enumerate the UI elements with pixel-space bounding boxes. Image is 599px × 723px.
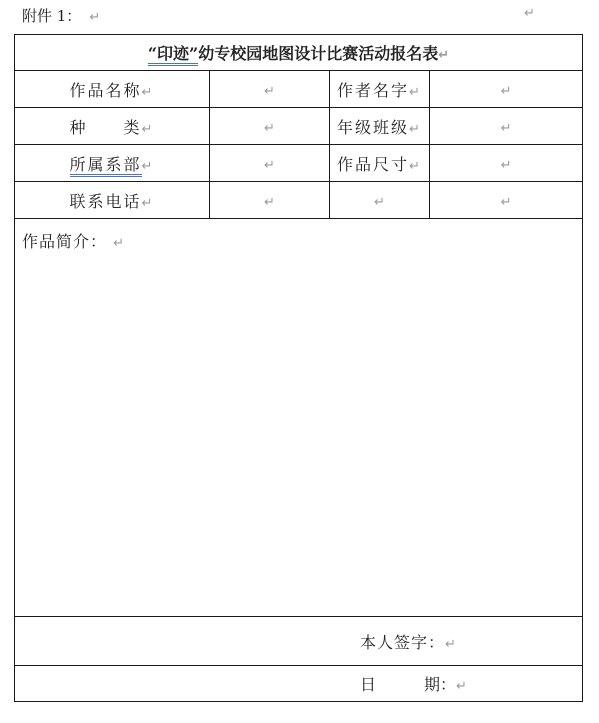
date-label-right: 期： [424,675,457,694]
signature-label [360,633,457,652]
paragraph-mark-icon: ↵ [264,120,275,136]
paragraph-mark-icon: ↵ [500,157,512,173]
paragraph-mark-icon: ↵ [141,195,155,211]
work-name-label-text: 作品名称 [69,80,142,100]
work-size-field[interactable] [430,145,583,182]
paragraph-mark-icon: ↵ [89,10,101,25]
category-label [15,108,210,145]
attachment-text: 附件 1： [22,7,82,25]
work-intro-area[interactable] [15,219,583,617]
attachment-label [22,6,100,28]
paragraph-mark-icon: ↵ [409,121,422,137]
author-name-label-text: 作者名字 [337,80,410,100]
paragraph-mark-icon: ↵ [500,83,512,99]
phone-field[interactable] [210,182,330,219]
paragraph-mark-icon: ↵ [445,636,457,652]
paragraph-mark-icon: ↵ [141,84,155,100]
form-row-department [15,145,583,182]
paragraph-mark-icon: ↵ [374,194,385,210]
department-field[interactable] [210,145,330,182]
paragraph-mark-icon: ↵ [500,194,512,210]
work-size-label-text: 作品尺寸 [337,154,410,174]
work-name-field[interactable] [210,71,330,108]
grade-class-field[interactable] [430,108,583,145]
work-intro-label-text: 作品简介： [22,232,108,251]
grade-class-label [330,108,430,145]
form-title-quoted: “印迹” [148,44,198,66]
date-area[interactable] [15,666,583,702]
paragraph-mark-icon: ↵ [438,48,450,63]
date-label [360,675,467,694]
work-intro-label [15,219,582,252]
registration-form-table [14,34,583,702]
form-row-phone [15,182,583,219]
blank-field[interactable] [430,182,583,219]
author-name-field[interactable] [430,71,583,108]
form-row-work-name [15,71,583,108]
paragraph-mark-icon: ↵ [264,83,275,99]
paragraph-mark-icon: ↵ [409,84,422,100]
category-field[interactable] [210,108,330,145]
department-label [15,145,210,182]
author-name-label [330,71,430,108]
form-title [15,35,583,71]
grade-class-label-text: 年级班级 [337,117,410,137]
paragraph-mark-icon: ↵ [264,157,275,173]
form-row-category [15,108,583,145]
work-name-label [15,71,210,108]
phone-label [15,182,210,219]
category-label-text: 种 类 [69,117,142,137]
paragraph-mark-icon: ↵ [500,120,512,136]
paragraph-mark-icon: ↵ [141,158,155,174]
work-size-label [330,145,430,182]
department-label-text: 所属系部 [70,155,142,177]
blank-label-cell [330,182,430,219]
paragraph-mark-icon: ↵ [141,121,155,137]
paragraph-mark-icon: ↵ [524,6,535,21]
date-label-left: 日 [360,675,377,694]
paragraph-mark-icon: ↵ [456,679,467,694]
paragraph-mark-icon: ↵ [264,194,275,210]
phone-label-text: 联系电话 [69,191,142,211]
signature-area[interactable] [15,617,583,666]
form-title-rest: 幼专校园地图设计比赛活动报名表 [198,44,439,63]
paragraph-mark-icon: ↵ [409,158,422,174]
signature-label-text: 本人签字： [360,632,446,652]
paragraph-mark-icon: ↵ [113,236,126,251]
